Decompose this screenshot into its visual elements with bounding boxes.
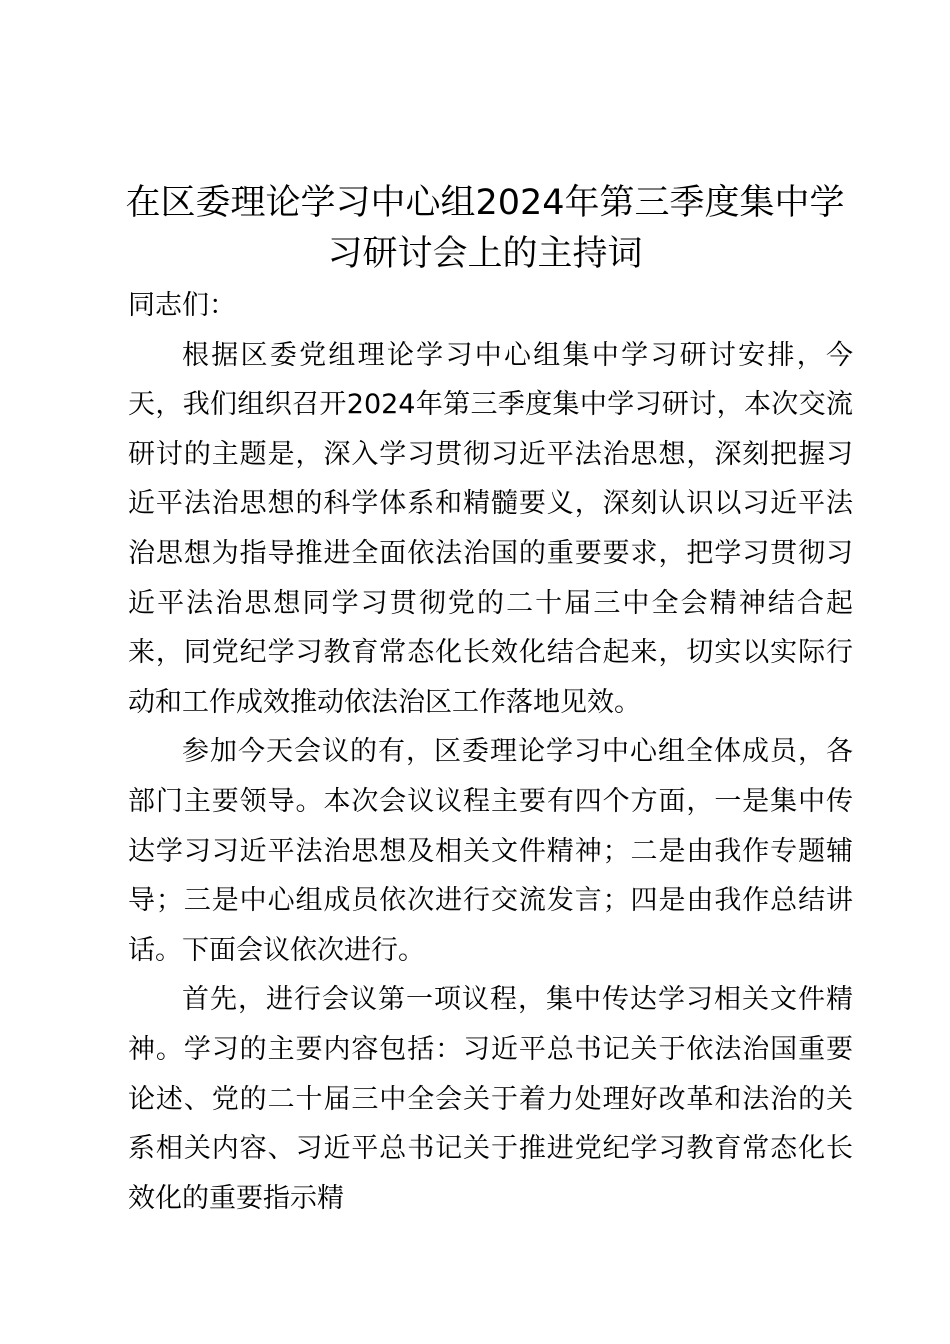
document-body	[128, 281, 853, 1223]
salutation: 同志们：	[128, 290, 236, 321]
paragraph-3: 首先，进行会议第一项议程，集中传达学习相关文件精神。学习的主要内容包括：习近平总书记关于依法治国重要论述、党的二十届三中全会关于着力处理好改革和法治的关系相关内容、习近平总书记关于推进党纪学习教育常态化长效化的重要指示精	[128, 984, 853, 1214]
paragraph-2: 参加今天会议的有，区委理论学习中心组全体成员，各部门主要领导。本次会议议程主要有四个方面，一是集中传达学习习近平法治思想及相关文件精神；二是由我作专题辅导；三是中心组成员依次进行交流发言；四是由我作总结讲话。下面会议依次进行。	[128, 736, 853, 966]
document-title: 在区委理论学习中心组2024年第三季度集中学习研讨会上的主持词	[125, 183, 845, 274]
paragraph-1: 根据区委党组理论学习中心组集中学习研讨安排，今天，我们组织召开2024年第三季度集中学习研讨，本次交流研讨的主题是，深入学习贯彻习近平法治思想，深刻把握习近平法治思想的科学体系和精髓要义，深刻认识以习近平法治思想为指导推进全面依法治国的重要要求，把学习贯彻习近平法治思想同学习贯彻党的二十届三中全会精神结合起来，同党纪学习教育常态化长效化结合起来，切实以实际行动和工作成效推动依法治区工作落地见效。	[128, 339, 853, 718]
